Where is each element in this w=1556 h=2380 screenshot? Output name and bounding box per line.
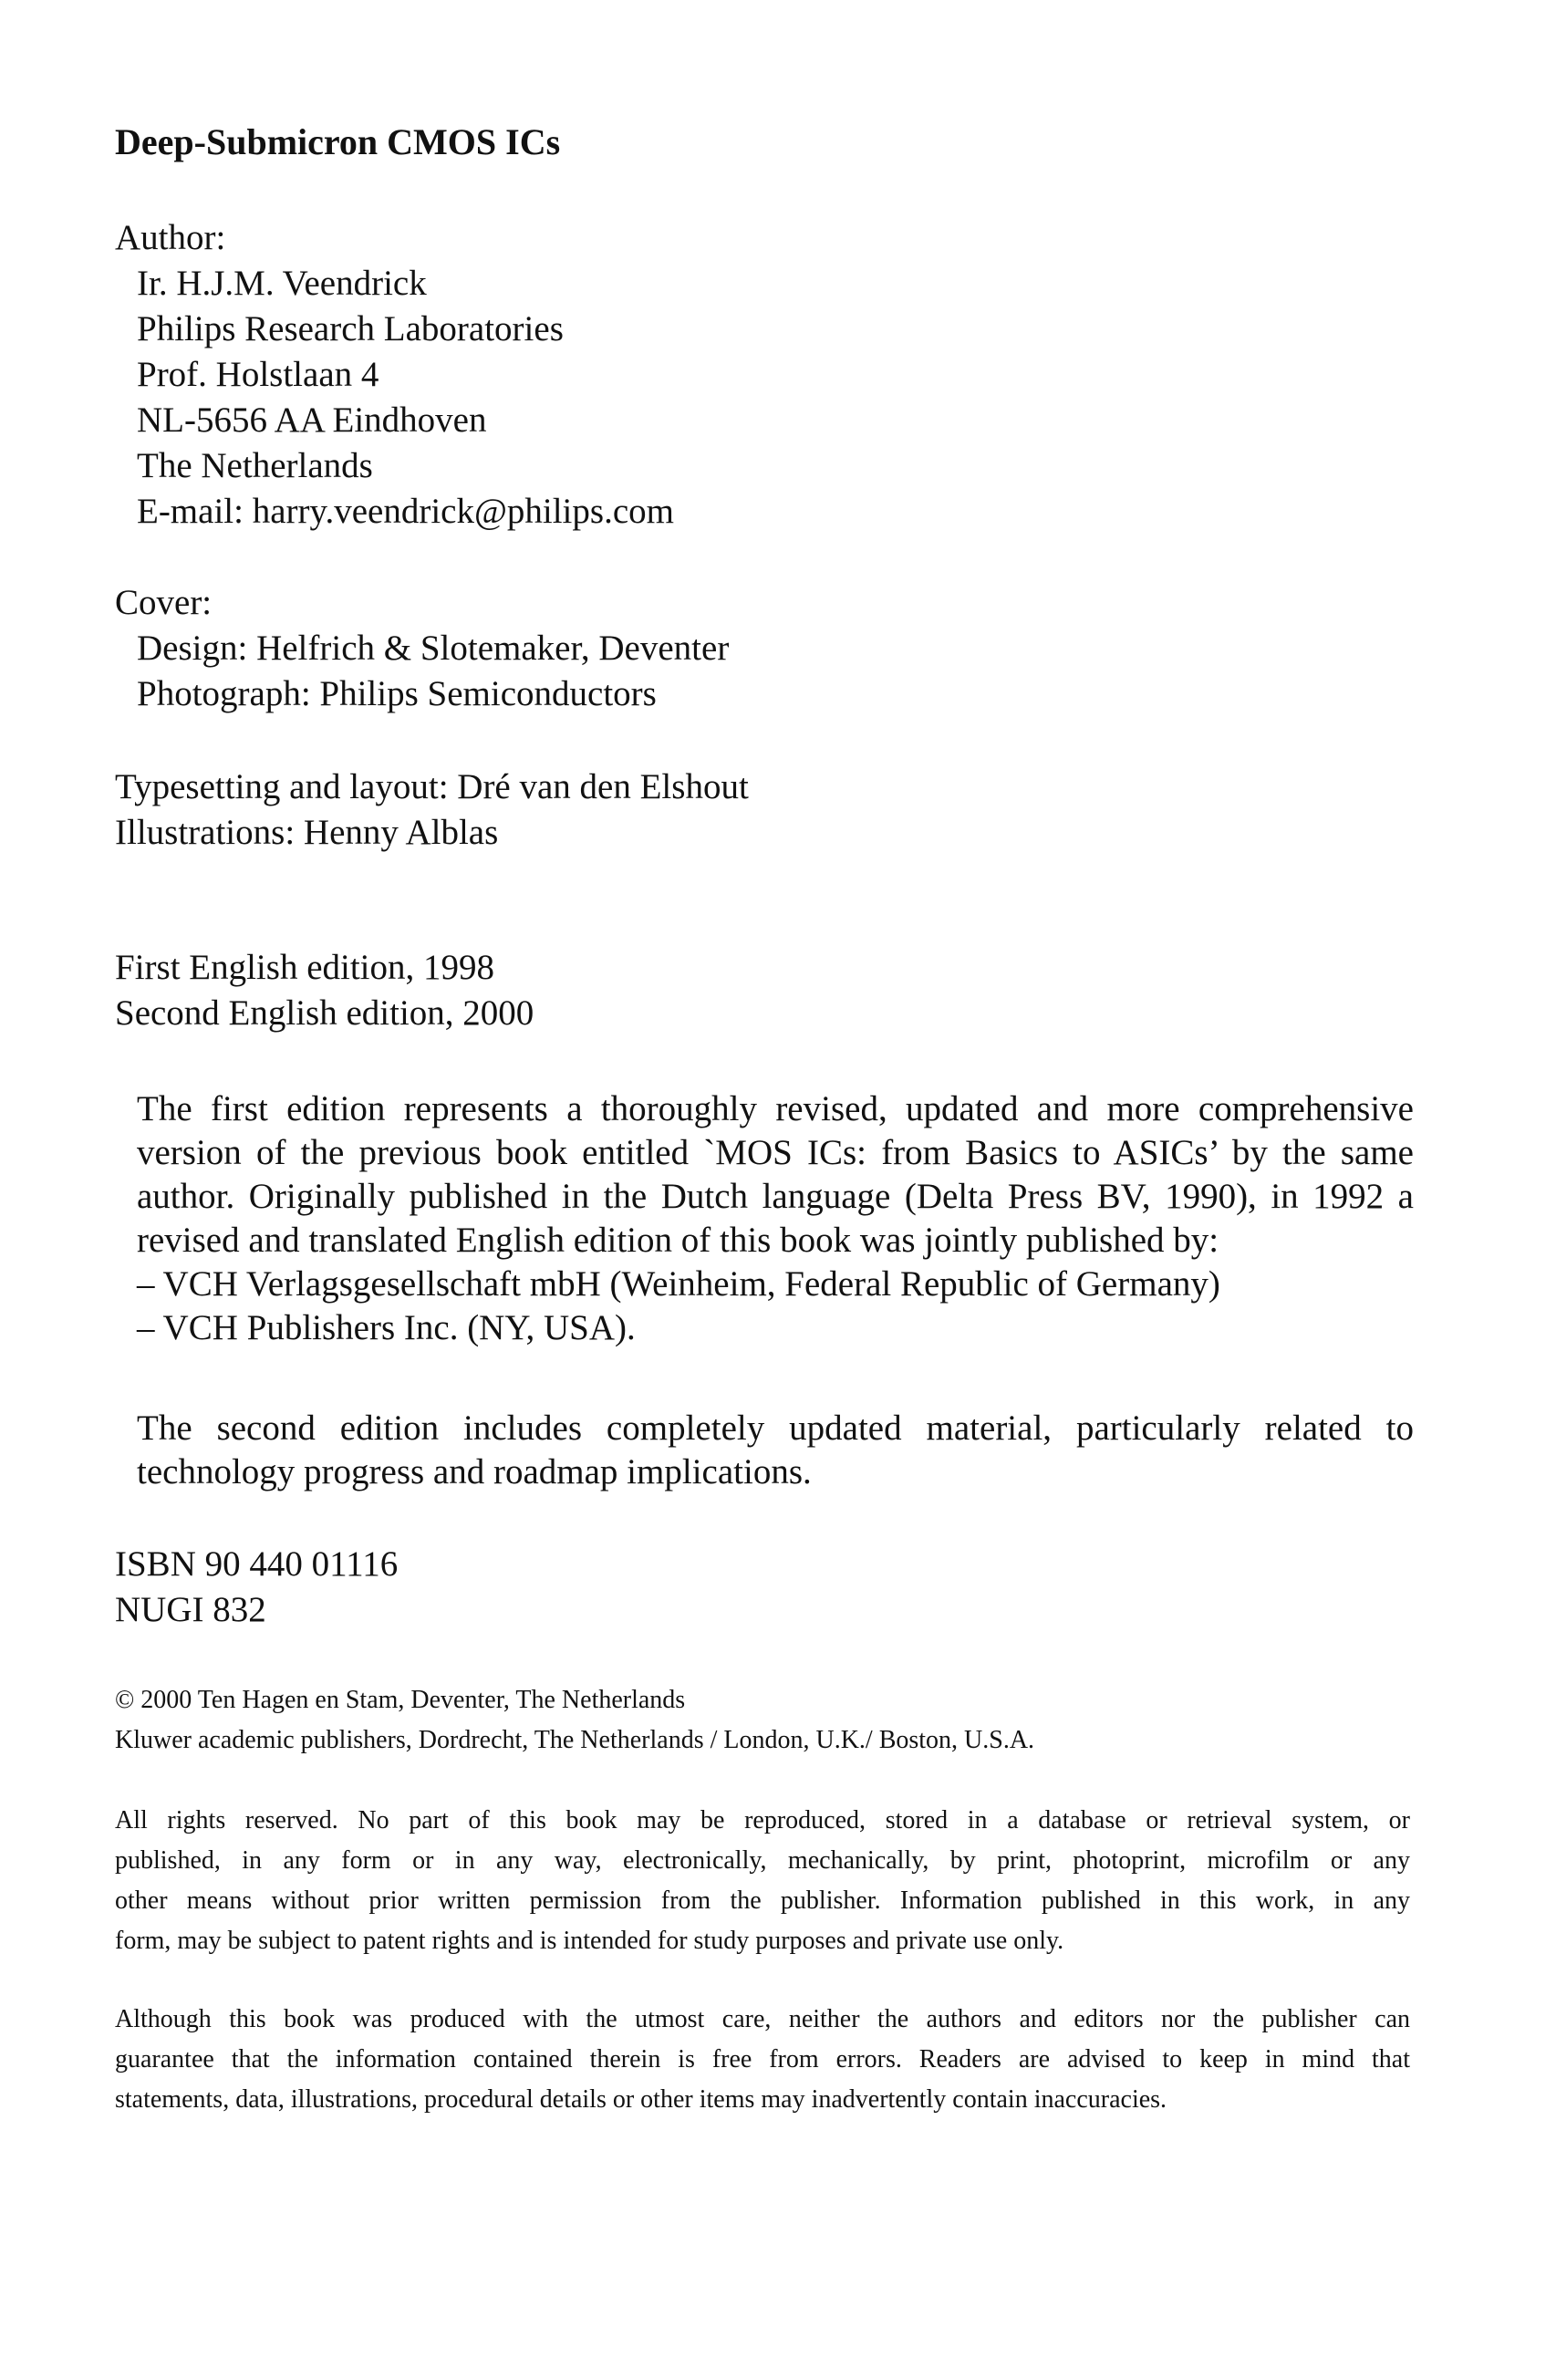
edition-note-line: author. Originally published in the Dutch language (Delta Press BV, 1990), in 1992 a bbox=[137, 1177, 1414, 1216]
edition-note-line: – VCH Verlagsgesellschaft mbH (Weinheim, Federal Republic of Germany) bbox=[137, 1264, 1220, 1304]
book-title: Deep-Submicron CMOS ICs bbox=[115, 121, 561, 162]
disclaimer-section bbox=[115, 2000, 1410, 2120]
illustrations-credit: Illustrations: Henny Alblas bbox=[115, 813, 499, 852]
typesetting-credit: Typesetting and layout: Dré van den Elshout bbox=[115, 767, 749, 806]
author-street: Prof. Holstlaan 4 bbox=[137, 355, 379, 394]
author-name: Ir. H.J.M. Veendrick bbox=[137, 264, 427, 303]
disclaimer-line: guarantee that the information contained therein is free from errors. Readers are advised to keep in mind that bbox=[115, 2045, 1410, 2073]
second-edition-note bbox=[137, 1407, 1414, 1494]
cover-heading: Cover: bbox=[115, 583, 213, 622]
author-affiliation: Philips Research Laboratories bbox=[137, 309, 564, 348]
rights-line: All rights reserved. No part of this book may be reproduced, stored in a database or retrieval system, or bbox=[115, 1806, 1410, 1834]
rights-section bbox=[115, 1801, 1410, 1961]
edition-note-line: version of the previous book entitled `MOS ICs: from Basics to ASICs’ by the same bbox=[137, 1133, 1414, 1172]
editions-section bbox=[115, 945, 534, 1036]
author-country: The Netherlands bbox=[137, 446, 373, 485]
edition-note-line: revised and translated English edition of this book was jointly published by: bbox=[137, 1221, 1219, 1260]
copyright-section bbox=[115, 1680, 1410, 1761]
disclaimer-line: Although this book was produced with the utmost care, neither the authors and editors nor the publisher can bbox=[115, 2005, 1410, 2033]
copyright-line: © 2000 Ten Hagen en Stam, Deventer, The Netherlands bbox=[115, 1686, 686, 1714]
edition-note bbox=[137, 1087, 1414, 1350]
rights-line: other means without prior written permission from the publisher. Information published in this work, in any bbox=[115, 1886, 1410, 1915]
disclaimer-line: statements, data, illustrations, procedural details or other items may inadvertently contain inaccuracies. bbox=[115, 2085, 1167, 2114]
author-heading: Author: bbox=[115, 218, 226, 257]
second-edition: Second English edition, 2000 bbox=[115, 993, 534, 1033]
rights-line: form, may be subject to patent rights and is intended for study purposes and private use only. bbox=[115, 1927, 1064, 1955]
first-edition: First English edition, 1998 bbox=[115, 948, 495, 987]
isbn: ISBN 90 440 01116 bbox=[115, 1544, 399, 1584]
credits-section bbox=[115, 764, 749, 856]
author-email: E-mail: harry.veendrick@philips.com bbox=[137, 492, 674, 531]
cover-section bbox=[115, 580, 729, 717]
publisher-line: Kluwer academic publishers, Dordrecht, The Netherlands / London, U.K./ Boston, U.S.A. bbox=[115, 1726, 1035, 1754]
edition-note-line: The first edition represents a thoroughly revised, updated and more comprehensive bbox=[137, 1089, 1414, 1128]
edition-note-line: – VCH Publishers Inc. (NY, USA). bbox=[137, 1308, 636, 1347]
second-note-line: technology progress and roadmap implications. bbox=[137, 1452, 812, 1491]
codes-section bbox=[115, 1542, 398, 1633]
author-section bbox=[115, 215, 674, 535]
cover-photograph: Photograph: Philips Semiconductors bbox=[137, 674, 657, 713]
cover-design: Design: Helfrich & Slotemaker, Deventer bbox=[137, 629, 730, 668]
author-city: NL-5656 AA Eindhoven bbox=[137, 400, 487, 440]
rights-line: published, in any form or in any way, electronically, mechanically, by print, photoprint, microfilm or any bbox=[115, 1846, 1410, 1875]
second-note-line: The second edition includes completely updated material, particularly related to bbox=[137, 1408, 1414, 1448]
nugi: NUGI 832 bbox=[115, 1590, 266, 1629]
